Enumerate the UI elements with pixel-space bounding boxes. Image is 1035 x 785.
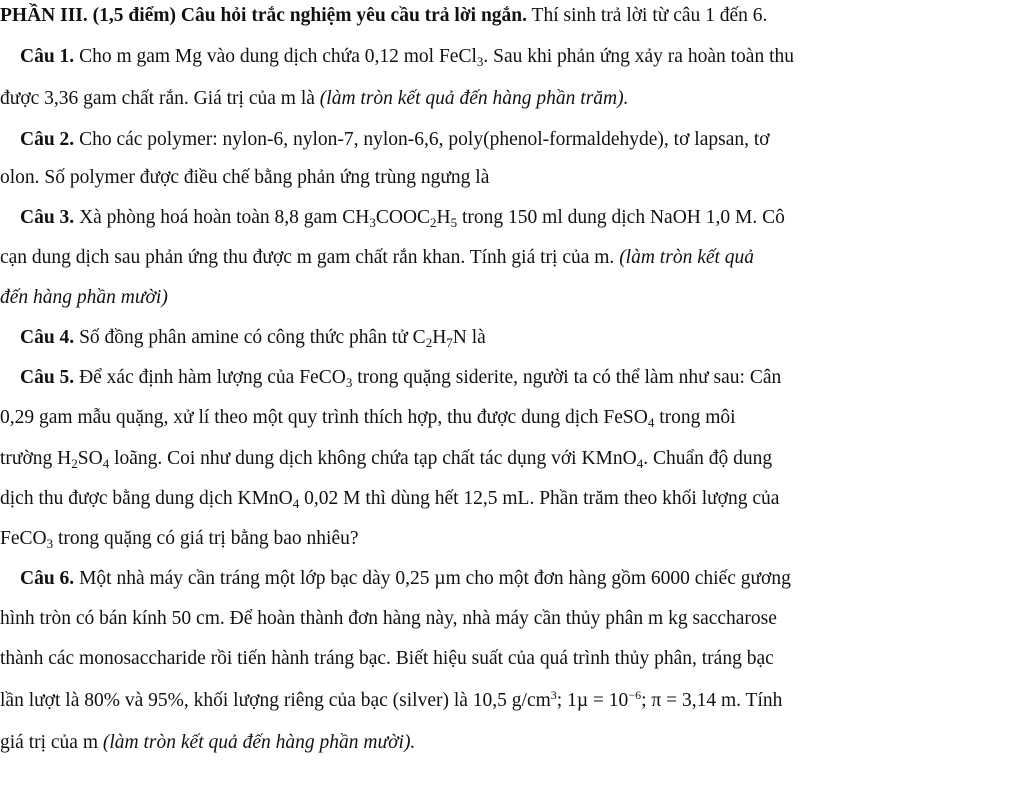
section-header	[0, 3, 767, 29]
q6-line-1	[20, 566, 791, 592]
subscript: 2	[425, 335, 433, 350]
q1-text: được 3,36 gam chất rắn. Giá trị của m là	[0, 88, 320, 109]
q1-text: Cho m gam Mg vào dung dịch chứa 0,12 mol FeCl	[74, 46, 477, 67]
subscript: 4	[292, 496, 300, 511]
q5-line-1	[20, 365, 781, 391]
q5-line-3	[0, 446, 772, 472]
q5-text: loãng. Coi như dung dịch không chứa tạp chất tác dụng với KMnO	[109, 448, 637, 469]
q4-text: H	[432, 327, 447, 348]
q3-text: cạn dung dịch sau phản ứng thu được m gam chất rắn khan. Tính giá trị của m.	[0, 247, 620, 268]
q5-text: 0,02 M thì dùng hết 12,5 mL. Phần trăm theo khối lượng của	[299, 488, 780, 509]
q4-text: Số đồng phân amine có công thức phân tử C	[74, 327, 426, 348]
q5-line-2	[0, 405, 736, 431]
q6-line-5	[0, 730, 415, 756]
q5-line-5	[0, 526, 359, 552]
q5-text: dịch thu được bằng dung dịch KMnO	[0, 488, 293, 509]
subscript: 2	[430, 215, 437, 230]
section-instruction: Thí sinh trả lời từ câu 1 đến 6.	[527, 5, 768, 26]
q6-text: hình tròn có bán kính 50 cm. Để hoàn thành đơn hàng này, nhà máy cần thủy phân m kg saccharose	[0, 608, 777, 629]
q3-line-1	[20, 205, 785, 231]
q1-line-1	[20, 44, 794, 70]
q3-text: Xà phòng hoá hoàn toàn 8,8 gam CH	[74, 207, 370, 228]
q2-line-1	[20, 127, 770, 153]
subscript: 4	[647, 415, 655, 430]
q1-text: . Sau khi phản ứng xảy ra hoàn toàn thu	[483, 46, 794, 67]
q3-label: Câu 3.	[20, 207, 75, 228]
subscript: 3	[345, 375, 353, 390]
q5-text: trường H	[0, 448, 72, 469]
q5-text: trong quặng siderite, người ta có thể làm như sau: Cân	[352, 367, 782, 388]
q5-text: . Chuẩn độ dung	[643, 448, 773, 469]
q6-line-3	[0, 646, 774, 672]
subscript: 4	[102, 456, 110, 471]
section-title: PHẦN III. (1,5 điểm) Câu hỏi trắc nghiệm yêu cầu trả lời ngắn.	[0, 5, 528, 26]
q6-line-2	[0, 606, 777, 632]
q6-text: thành các monosaccharide rồi tiến hành tráng bạc. Biết hiệu suất của quá trình thủy phân, tráng bạc	[0, 648, 774, 669]
q5-text: FeCO	[0, 528, 47, 549]
q6-rounding-note: (làm tròn kết quả đến hàng phần mười).	[102, 732, 416, 753]
subscript: 3	[369, 215, 376, 230]
q3-line-2	[0, 245, 754, 271]
q6-label: Câu 6.	[20, 568, 75, 589]
q2-label: Câu 2.	[20, 129, 75, 150]
q5-text: trong quặng có giá trị bằng bao nhiêu?	[53, 528, 359, 549]
q6-text: giá trị của m	[0, 732, 103, 753]
q6-text: Một nhà máy cần tráng một lớp bạc dày 0,25 µm cho một đơn hàng gồm 6000 chiếc gương	[74, 568, 791, 589]
q6-line-4	[0, 688, 782, 714]
q5-text: SO	[77, 448, 103, 469]
superscript: −6	[628, 688, 642, 702]
q5-text: trong môi	[654, 407, 736, 428]
q4-line-1	[20, 325, 486, 351]
q1-line-2	[0, 86, 629, 112]
q2-text: olon. Số polymer được điều chế bằng phản ứng trùng ngưng là	[0, 167, 490, 188]
q5-text: 0,29 gam mẫu quặng, xử lí theo một quy trình thích hợp, thu được dung dịch FeSO	[0, 407, 648, 428]
q3-rounding-note: đến hàng phần mười)	[0, 287, 168, 308]
q3-rounding-note: (làm tròn kết quả	[619, 247, 755, 268]
q3-text: COOC	[375, 207, 431, 228]
q1-rounding-note: (làm tròn kết quả đến hàng phần trăm).	[319, 88, 629, 109]
q4-label: Câu 4.	[20, 327, 75, 348]
q6-text: ; 1µ = 10	[556, 690, 629, 711]
q6-text: ; π = 3,14 m. Tính	[641, 690, 783, 711]
subscript: 2	[71, 456, 78, 471]
superscript: 3	[550, 688, 557, 702]
q3-text: H	[436, 207, 451, 228]
q5-label: Câu 5.	[20, 367, 75, 388]
subscript: 4	[636, 456, 644, 471]
subscript: 7	[446, 335, 453, 350]
q5-line-4	[0, 486, 779, 512]
subscript: 3	[476, 54, 484, 69]
q2-text: Cho các polymer: nylon-6, nylon-7, nylon-6,6, poly(phenol-formaldehyde), tơ lapsan, tơ	[74, 129, 770, 150]
q6-text: lần lượt là 80% và 95%, khối lượng riêng của bạc (silver) là 10,5 g/cm	[0, 690, 551, 711]
q1-label: Câu 1.	[20, 46, 75, 67]
q3-line-3	[0, 285, 168, 311]
q4-text: N là	[452, 327, 486, 348]
q3-text: trong 150 ml dung dịch NaOH 1,0 M. Cô	[457, 207, 785, 228]
subscript: 5	[450, 215, 458, 230]
q2-line-2	[0, 165, 489, 191]
q5-text: Để xác định hàm lượng của FeCO	[74, 367, 346, 388]
subscript: 3	[46, 536, 54, 551]
